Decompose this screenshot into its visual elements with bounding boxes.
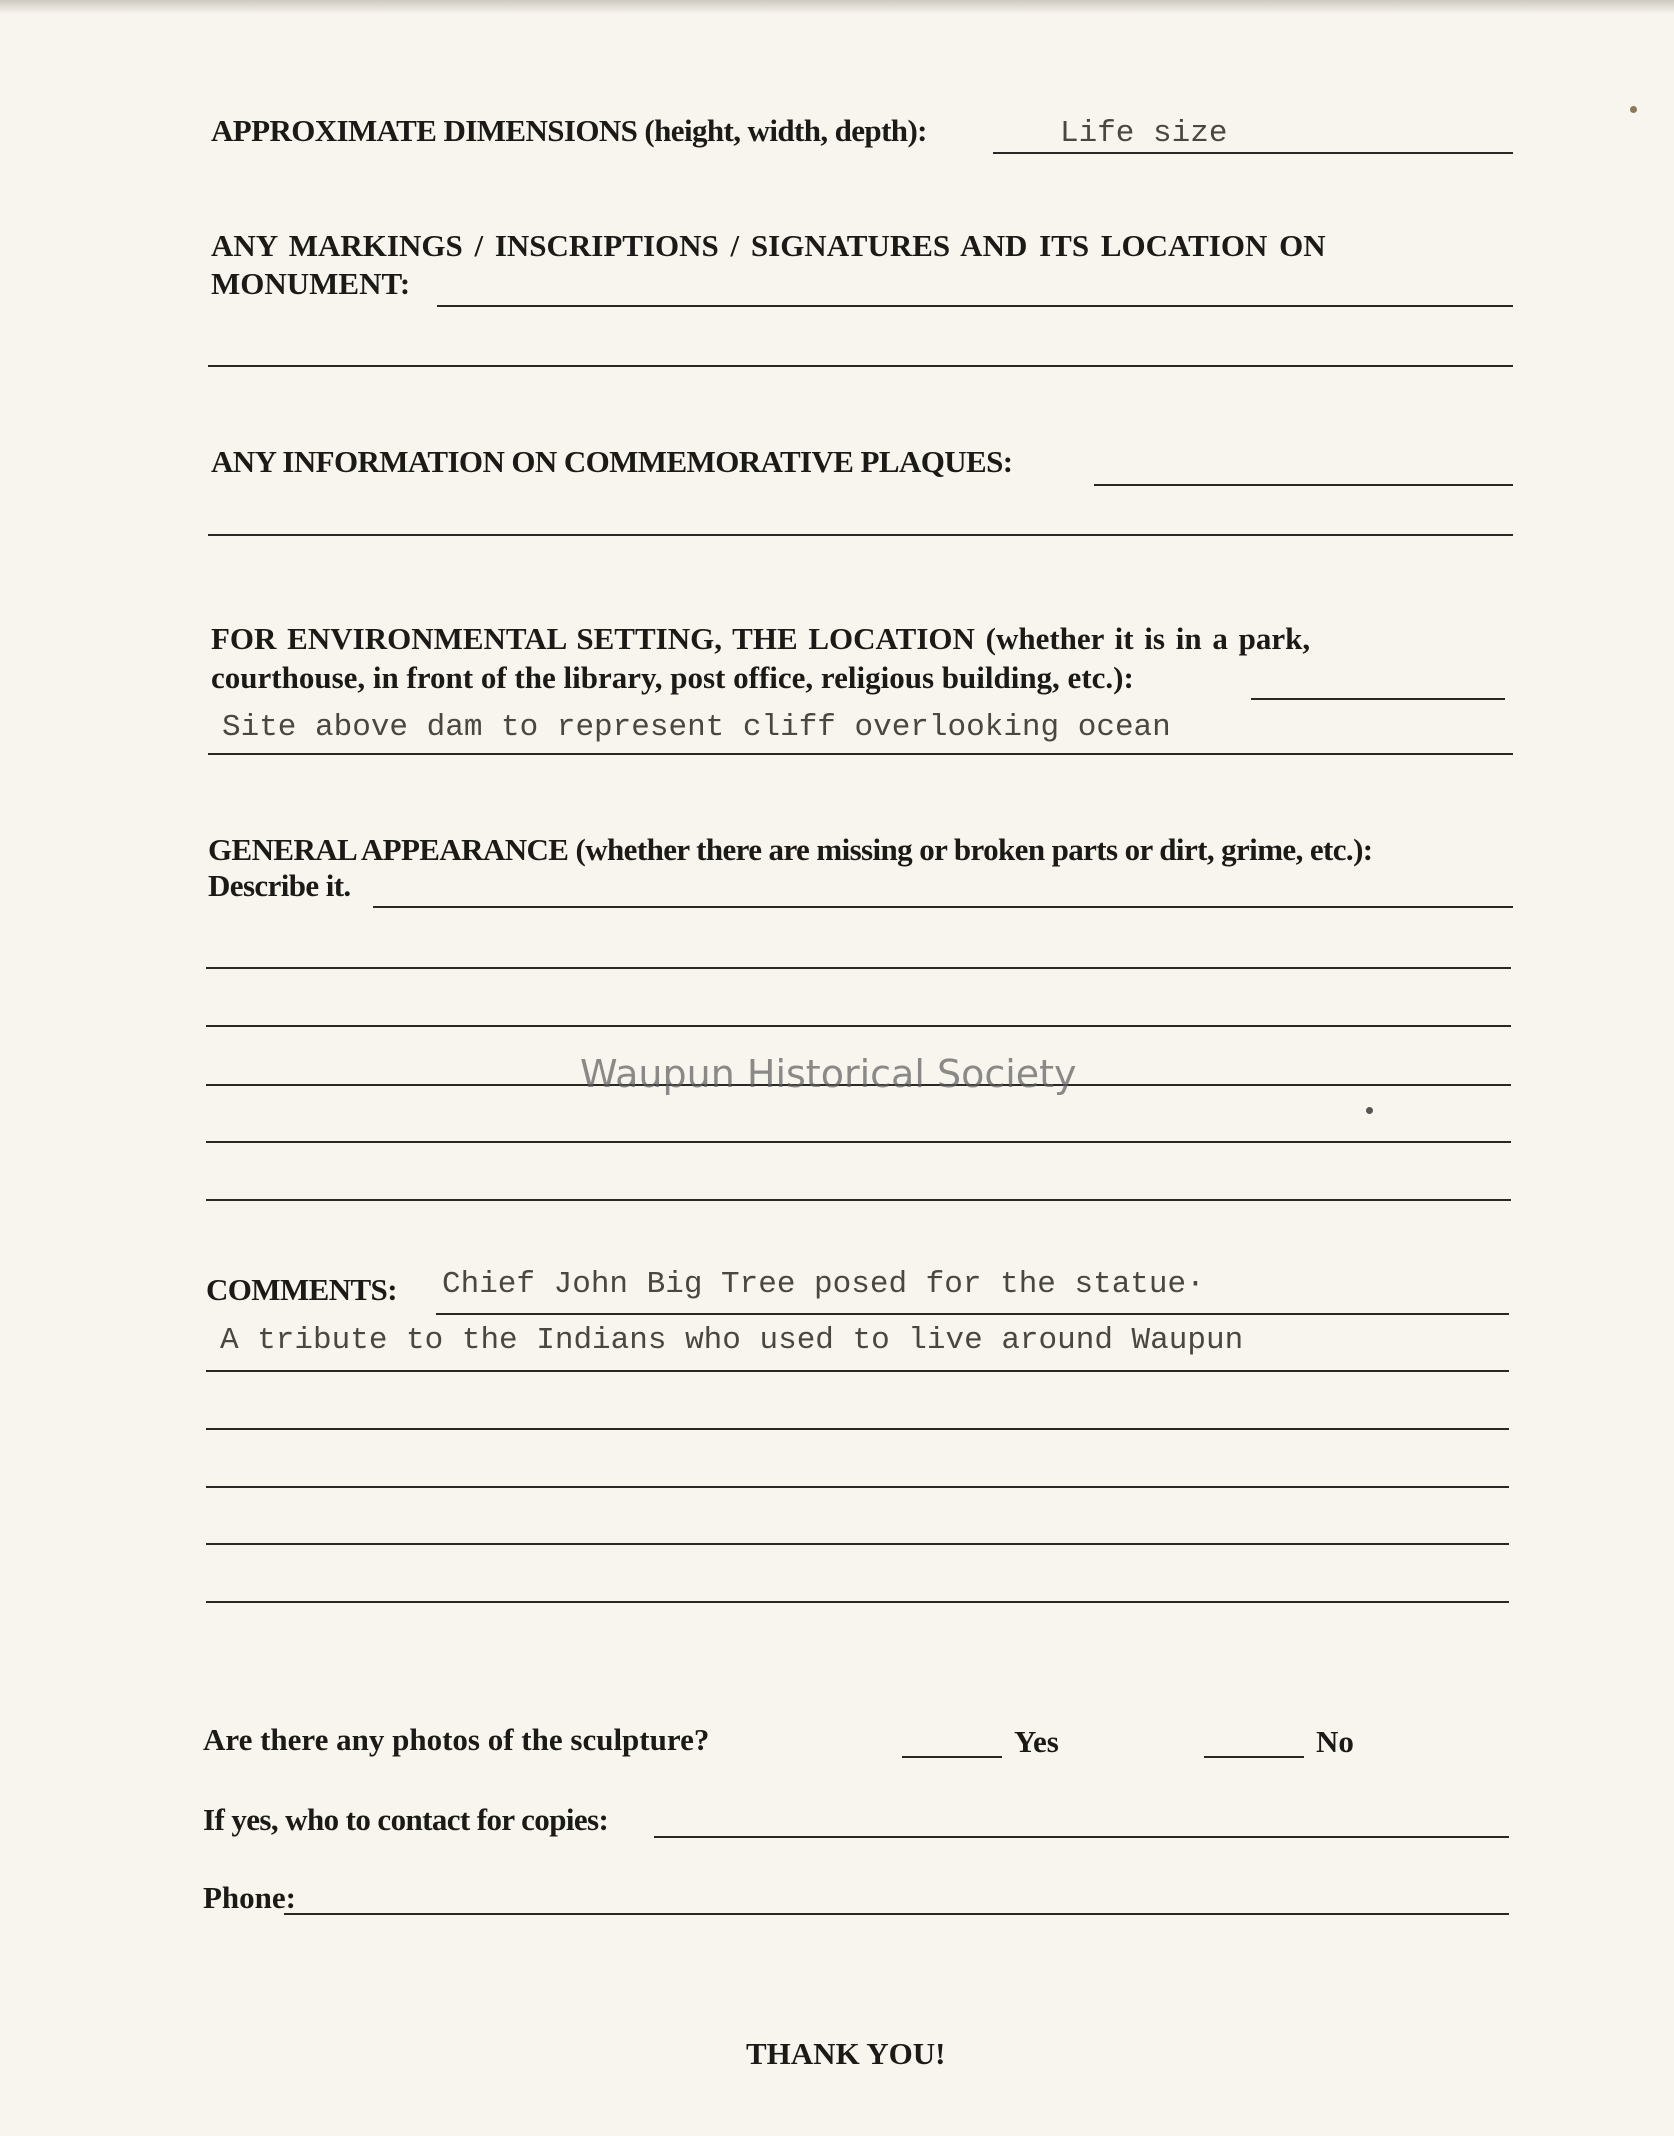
environment-value[interactable]: Site above dam to represent cliff overlooking ocean [222,710,1171,745]
appearance-label-line1: GENERAL APPEARANCE (whether there are missing or broken parts or dirt, grime, etc.): [208,832,1373,867]
comments-line-3[interactable] [206,1428,1509,1430]
environment-line-2 [208,753,1513,755]
markings-label-line1: ANY MARKINGS / INSCRIPTIONS / SIGNATURES AND ITS LOCATION ON [211,228,1326,263]
appearance-line-1[interactable] [373,906,1513,908]
scan-top-edge [0,0,1674,14]
comments-line-5[interactable] [206,1543,1509,1545]
environment-label-line1: FOR ENVIRONMENTAL SETTING, THE LOCATION (whether it is in a park, [211,621,1311,656]
watermark: Waupun Historical Society [580,1052,1077,1096]
photos-yes-blank[interactable] [902,1756,1002,1758]
plaques-line-2[interactable] [208,534,1513,536]
comments-line-6[interactable] [206,1601,1509,1603]
appearance-line-5[interactable] [206,1141,1511,1143]
comments-label: COMMENTS: [206,1272,397,1307]
phone-label: Phone: [203,1880,296,1915]
photos-no-label: No [1316,1724,1354,1759]
plaques-label: ANY INFORMATION ON COMMEMORATIVE PLAQUES: [211,444,1013,479]
comments-value-1[interactable]: Chief John Big Tree posed for the statue· [442,1267,1205,1302]
environment-line-1[interactable] [1251,698,1505,700]
markings-line-1[interactable] [437,305,1513,307]
photos-no-blank[interactable] [1204,1756,1304,1758]
contact-label: If yes, who to contact for copies: [203,1802,609,1837]
markings-line-2[interactable] [208,365,1513,367]
comments-value-2[interactable]: A tribute to the Indians who used to live around Waupun [220,1323,1244,1358]
dimensions-label: APPROXIMATE DIMENSIONS (height, width, depth): [211,113,927,148]
phone-line[interactable] [284,1913,1509,1915]
appearance-label-line2: Describe it. [208,868,351,903]
comments-line-1 [436,1313,1509,1315]
dimensions-line [993,152,1513,154]
appearance-line-3[interactable] [206,1025,1511,1027]
comments-line-4[interactable] [206,1486,1509,1488]
plaques-line-1[interactable] [1094,484,1513,486]
contact-line[interactable] [654,1836,1509,1838]
thank-you: THANK YOU! [746,2036,946,2071]
photos-question: Are there any photos of the sculpture? [203,1722,710,1757]
scan-speck [1366,1107,1373,1114]
comments-line-2 [206,1370,1509,1372]
appearance-line-2[interactable] [206,967,1511,969]
photos-yes-label: Yes [1014,1724,1059,1759]
appearance-line-6[interactable] [206,1199,1511,1201]
markings-label-line2: MONUMENT: [211,266,411,301]
dimensions-value[interactable]: Life size [1060,116,1228,151]
environment-label-line2: courthouse, in front of the library, post office, religious building, etc.): [211,660,1134,695]
scan-speck [1630,106,1637,113]
